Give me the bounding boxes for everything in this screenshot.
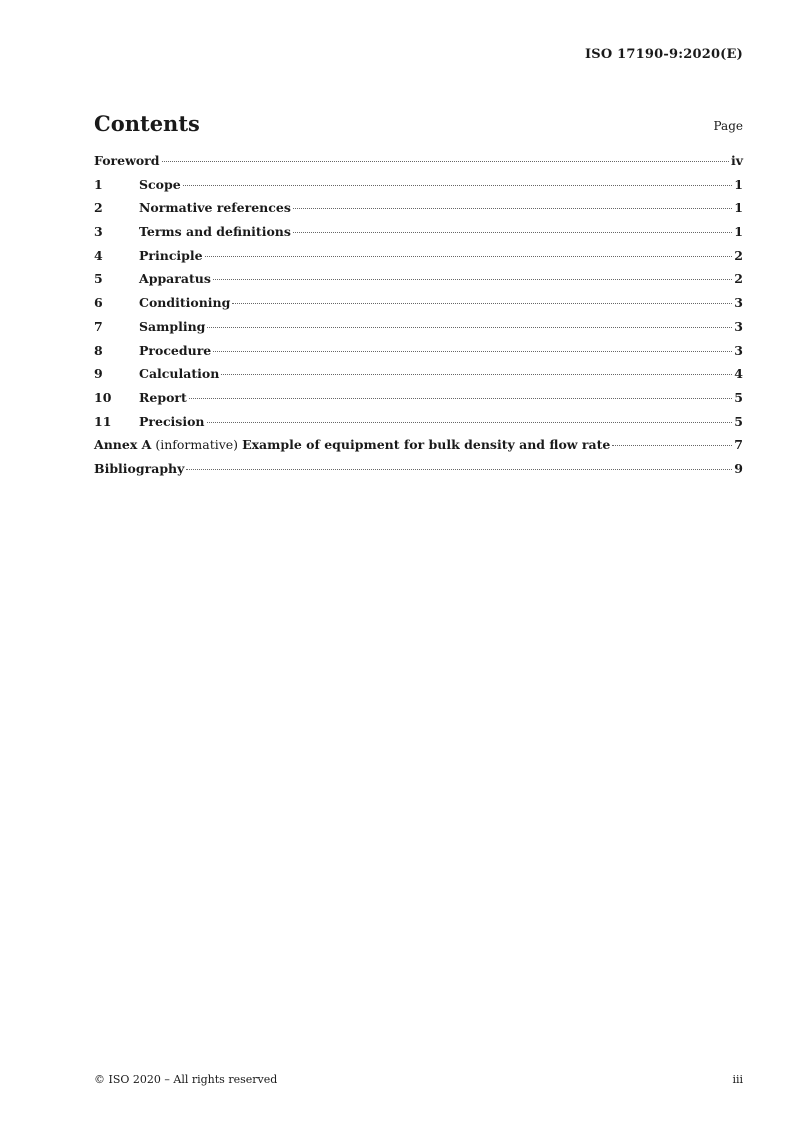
toc-entry-number: 5 [94,271,103,287]
toc-entry-number: 8 [94,342,103,358]
dot-leader [213,279,732,280]
toc-entry-label[interactable]: Procedure [139,342,212,358]
toc-entry-label[interactable]: Foreword [94,153,160,168]
toc-entry-label[interactable]: Principle [139,247,203,263]
toc-entry-number: 2 [94,200,103,216]
annex-prefix: Annex A [94,437,152,453]
toc-entry-report[interactable] [94,390,743,414]
toc-entry-label[interactable]: Conditioning [139,295,231,311]
toc-entry-page: 4 [734,366,743,382]
toc-entry-label[interactable]: Normative references [139,200,291,216]
toc-entry-number: 10 [94,389,112,405]
toc-entry-page: 2 [734,247,743,263]
dot-leader [183,185,733,186]
toc-entry-page: 9 [734,460,743,476]
footer-copyright: © ISO 2020 – All rights reserved [94,1073,278,1086]
toc-entry-number: 9 [94,366,103,382]
toc-entry-conditioning[interactable] [94,295,743,319]
dot-leader [221,374,732,375]
toc-entry-number: 7 [94,318,103,334]
toc-entry-page: iv [730,153,743,168]
dot-leader [213,351,732,352]
toc-entry-calculation[interactable] [94,366,743,390]
toc-entry-label[interactable] [94,437,610,452]
toc-header [94,111,743,139]
toc-entry-number: 11 [94,413,112,429]
dot-leader [162,161,729,162]
toc-entry-page: 3 [734,295,743,311]
page-column-label: Page [713,119,743,133]
toc-entry-bibliography[interactable] [94,461,743,485]
toc-entry-page: 5 [734,413,743,429]
toc-entry-label[interactable]: Apparatus [139,271,211,287]
dot-leader [612,445,732,446]
toc-entry-precision[interactable] [94,414,743,438]
toc-entry-annex-a[interactable] [94,437,743,461]
toc-entry-page: 3 [734,318,743,334]
toc-entry-sampling[interactable] [94,319,743,343]
annex-note: (informative) [155,437,239,453]
dot-leader [207,327,732,328]
table-of-contents [94,153,743,485]
toc-entry-label[interactable]: Calculation [139,366,220,382]
document-id: ISO 17190-9:2020(E) [585,47,743,62]
dot-leader [189,398,733,399]
toc-entry-number: 4 [94,247,103,263]
toc-entry-page: 3 [734,342,743,358]
toc-entry-label[interactable]: Report [139,389,187,405]
dot-leader [293,208,732,209]
toc-entry-label[interactable]: Scope [139,176,181,192]
toc-entry-procedure[interactable] [94,343,743,367]
toc-entry-foreword[interactable] [94,153,743,177]
toc-entry-scope[interactable] [94,177,743,201]
toc-entry-apparatus[interactable] [94,271,743,295]
dot-leader [293,232,732,233]
annex-title: Example of equipment for bulk density and flow rate [242,437,611,453]
dot-leader [186,469,732,470]
dot-leader [205,256,733,257]
toc-entry-normative-references[interactable] [94,200,743,224]
toc-entry-label[interactable]: Precision [139,413,205,429]
toc-entry-page: 7 [734,437,743,453]
toc-entry-label[interactable]: Sampling [139,318,206,334]
footer-page-number: iii [732,1073,743,1086]
toc-entry-page: 5 [734,389,743,405]
toc-entry-principle[interactable] [94,248,743,272]
toc-entry-number: 6 [94,295,103,311]
toc-entry-number: 1 [94,176,103,192]
toc-entry-page: 1 [734,224,743,240]
dot-leader [232,303,732,304]
contents-title: Contents [94,111,200,136]
toc-entry-page: 1 [734,176,743,192]
toc-entry-number: 3 [94,224,103,240]
toc-entry-page: 2 [734,271,743,287]
toc-entry-label[interactable]: Bibliography [94,460,185,476]
toc-entry-label[interactable]: Terms and definitions [139,224,291,240]
toc-entry-page: 1 [734,200,743,216]
toc-entry-terms-and-definitions[interactable] [94,224,743,248]
dot-leader [207,422,733,423]
